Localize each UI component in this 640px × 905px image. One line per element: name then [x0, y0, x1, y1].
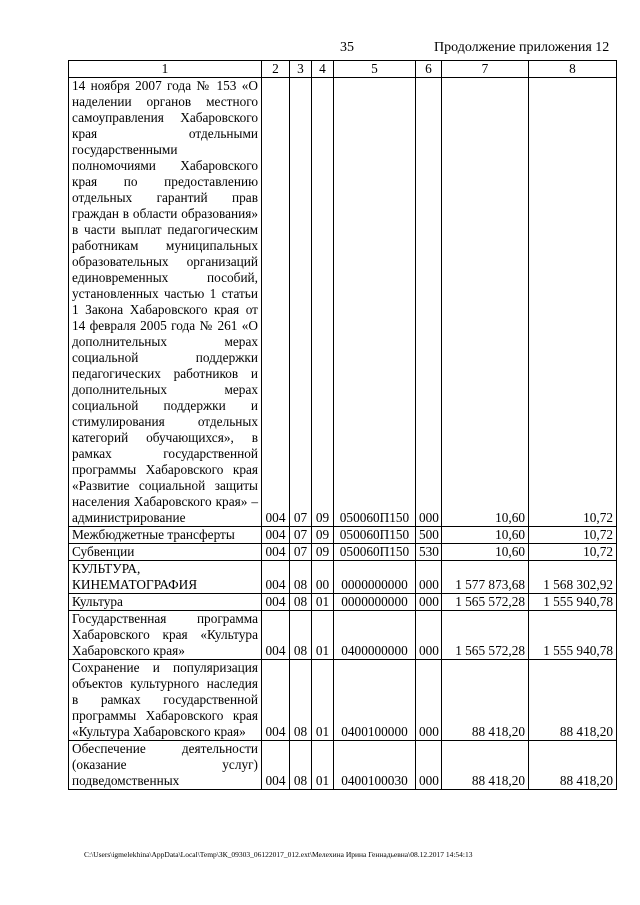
cell-code-3: 07: [290, 527, 312, 544]
cell-code-2: 004: [262, 660, 290, 741]
cell-code-6: 000: [416, 561, 442, 594]
cell-code-4: 01: [312, 611, 334, 660]
table-row: [69, 561, 617, 594]
cell-code-3: 07: [290, 78, 312, 527]
cell-amount-8: 10,72: [529, 544, 617, 561]
cell-amount-7: 88 418,20: [442, 660, 529, 741]
column-header: 5: [334, 61, 416, 78]
cell-code-6: 000: [416, 594, 442, 611]
row-name: Государственная программа Хабаровского края «Культура Хабаровского края»: [69, 611, 262, 660]
cell-code-3: 08: [290, 561, 312, 594]
row-name: Межбюджетные трансферты: [69, 527, 262, 544]
cell-code-2: 004: [262, 561, 290, 594]
column-header-row: [69, 61, 617, 78]
cell-amount-8: 1 555 940,78: [529, 611, 617, 660]
cell-amount-8: 1 555 940,78: [529, 594, 617, 611]
cell-amount-7: 1 565 572,28: [442, 594, 529, 611]
cell-code-2: 004: [262, 741, 290, 790]
table-row: [69, 78, 617, 527]
cell-code-3: 08: [290, 611, 312, 660]
table-row: [69, 741, 617, 790]
table-row: [69, 611, 617, 660]
cell-code-4: 00: [312, 561, 334, 594]
table-row: [69, 660, 617, 741]
cell-code-5: 0000000000: [334, 594, 416, 611]
cell-code-6: 000: [416, 78, 442, 527]
page-number: 35: [340, 40, 354, 55]
cell-code-3: 08: [290, 741, 312, 790]
cell-code-6: 500: [416, 527, 442, 544]
cell-code-6: 000: [416, 660, 442, 741]
cell-code-4: 09: [312, 78, 334, 527]
row-name: Субвенции: [69, 544, 262, 561]
row-name: Культура: [69, 594, 262, 611]
column-header: 6: [416, 61, 442, 78]
cell-code-5: 050060П150: [334, 78, 416, 527]
cell-code-2: 004: [262, 544, 290, 561]
cell-code-3: 08: [290, 594, 312, 611]
cell-code-2: 004: [262, 527, 290, 544]
cell-amount-8: 10,72: [529, 527, 617, 544]
column-header: 3: [290, 61, 312, 78]
cell-code-6: 000: [416, 611, 442, 660]
cell-code-4: 09: [312, 527, 334, 544]
cell-code-2: 004: [262, 611, 290, 660]
row-name: Сохранение и популяризация объектов культурного наследия в рамках государственной программы Хабаровского края «Культура Хабаровского края»: [69, 660, 262, 741]
cell-amount-7: 1 565 572,28: [442, 611, 529, 660]
cell-code-4: 01: [312, 594, 334, 611]
row-name: 14 ноября 2007 года № 153 «О наделении органов местного самоуправления Хабаровского края отдельными государственными полномочиями Хабаровского края по предоставлению отдельных гарантий прав граждан в области образования» в части выплат педагогическим работникам муниципальных образовательных организаций единовременных пособий, установленных частью 1 статьи 1 Закона Хабаровского края от 14 февраля 2005 года № 261 «О дополнительных мерах социальной поддержки педагогических работников и дополнительных мерах социальной поддержки и стимулирования отдельных категорий обучающихся», в рамках государственной программы Хабаровского края «Развитие социальной защиты населения Хабаровского края» – администрирование: [69, 78, 262, 527]
continuation-title: Продолжение приложения 12: [434, 40, 610, 55]
cell-amount-7: 10,60: [442, 544, 529, 561]
cell-amount-8: 88 418,20: [529, 741, 617, 790]
cell-code-5: 0400000000: [334, 611, 416, 660]
table-row: [69, 544, 617, 561]
cell-code-5: 0400100030: [334, 741, 416, 790]
budget-table: [68, 60, 617, 790]
cell-amount-8: 10,72: [529, 78, 617, 527]
cell-amount-7: 10,60: [442, 527, 529, 544]
cell-code-3: 08: [290, 660, 312, 741]
cell-code-4: 01: [312, 741, 334, 790]
cell-code-2: 004: [262, 78, 290, 527]
cell-amount-7: 88 418,20: [442, 741, 529, 790]
cell-amount-8: 1 568 302,92: [529, 561, 617, 594]
cell-amount-7: 1 577 873,68: [442, 561, 529, 594]
cell-code-3: 07: [290, 544, 312, 561]
cell-code-4: 09: [312, 544, 334, 561]
cell-code-5: 0400100000: [334, 660, 416, 741]
cell-code-6: 530: [416, 544, 442, 561]
cell-code-6: 000: [416, 741, 442, 790]
row-name: КУЛЬТУРА, КИНЕМАТОГРАФИЯ: [69, 561, 262, 594]
row-name: Обеспечение деятельности (оказание услуг) подведомственных: [69, 741, 262, 790]
cell-amount-8: 88 418,20: [529, 660, 617, 741]
cell-code-2: 004: [262, 594, 290, 611]
column-header: 7: [442, 61, 529, 78]
cell-code-5: 050060П150: [334, 527, 416, 544]
file-path-footer: C:\Users\igmelekhina\AppData\Local\Temp\ЗК_09303_06122017_012.ext\Мелехина Ирина Геннадьевна\08.12.2017 14:54:13: [84, 850, 473, 859]
table-row: [69, 594, 617, 611]
column-header: 8: [529, 61, 617, 78]
cell-code-4: 01: [312, 660, 334, 741]
column-header: 2: [262, 61, 290, 78]
cell-code-5: 050060П150: [334, 544, 416, 561]
column-header: 4: [312, 61, 334, 78]
column-header: 1: [69, 61, 262, 78]
cell-code-5: 0000000000: [334, 561, 416, 594]
cell-amount-7: 10,60: [442, 78, 529, 527]
table-row: [69, 527, 617, 544]
